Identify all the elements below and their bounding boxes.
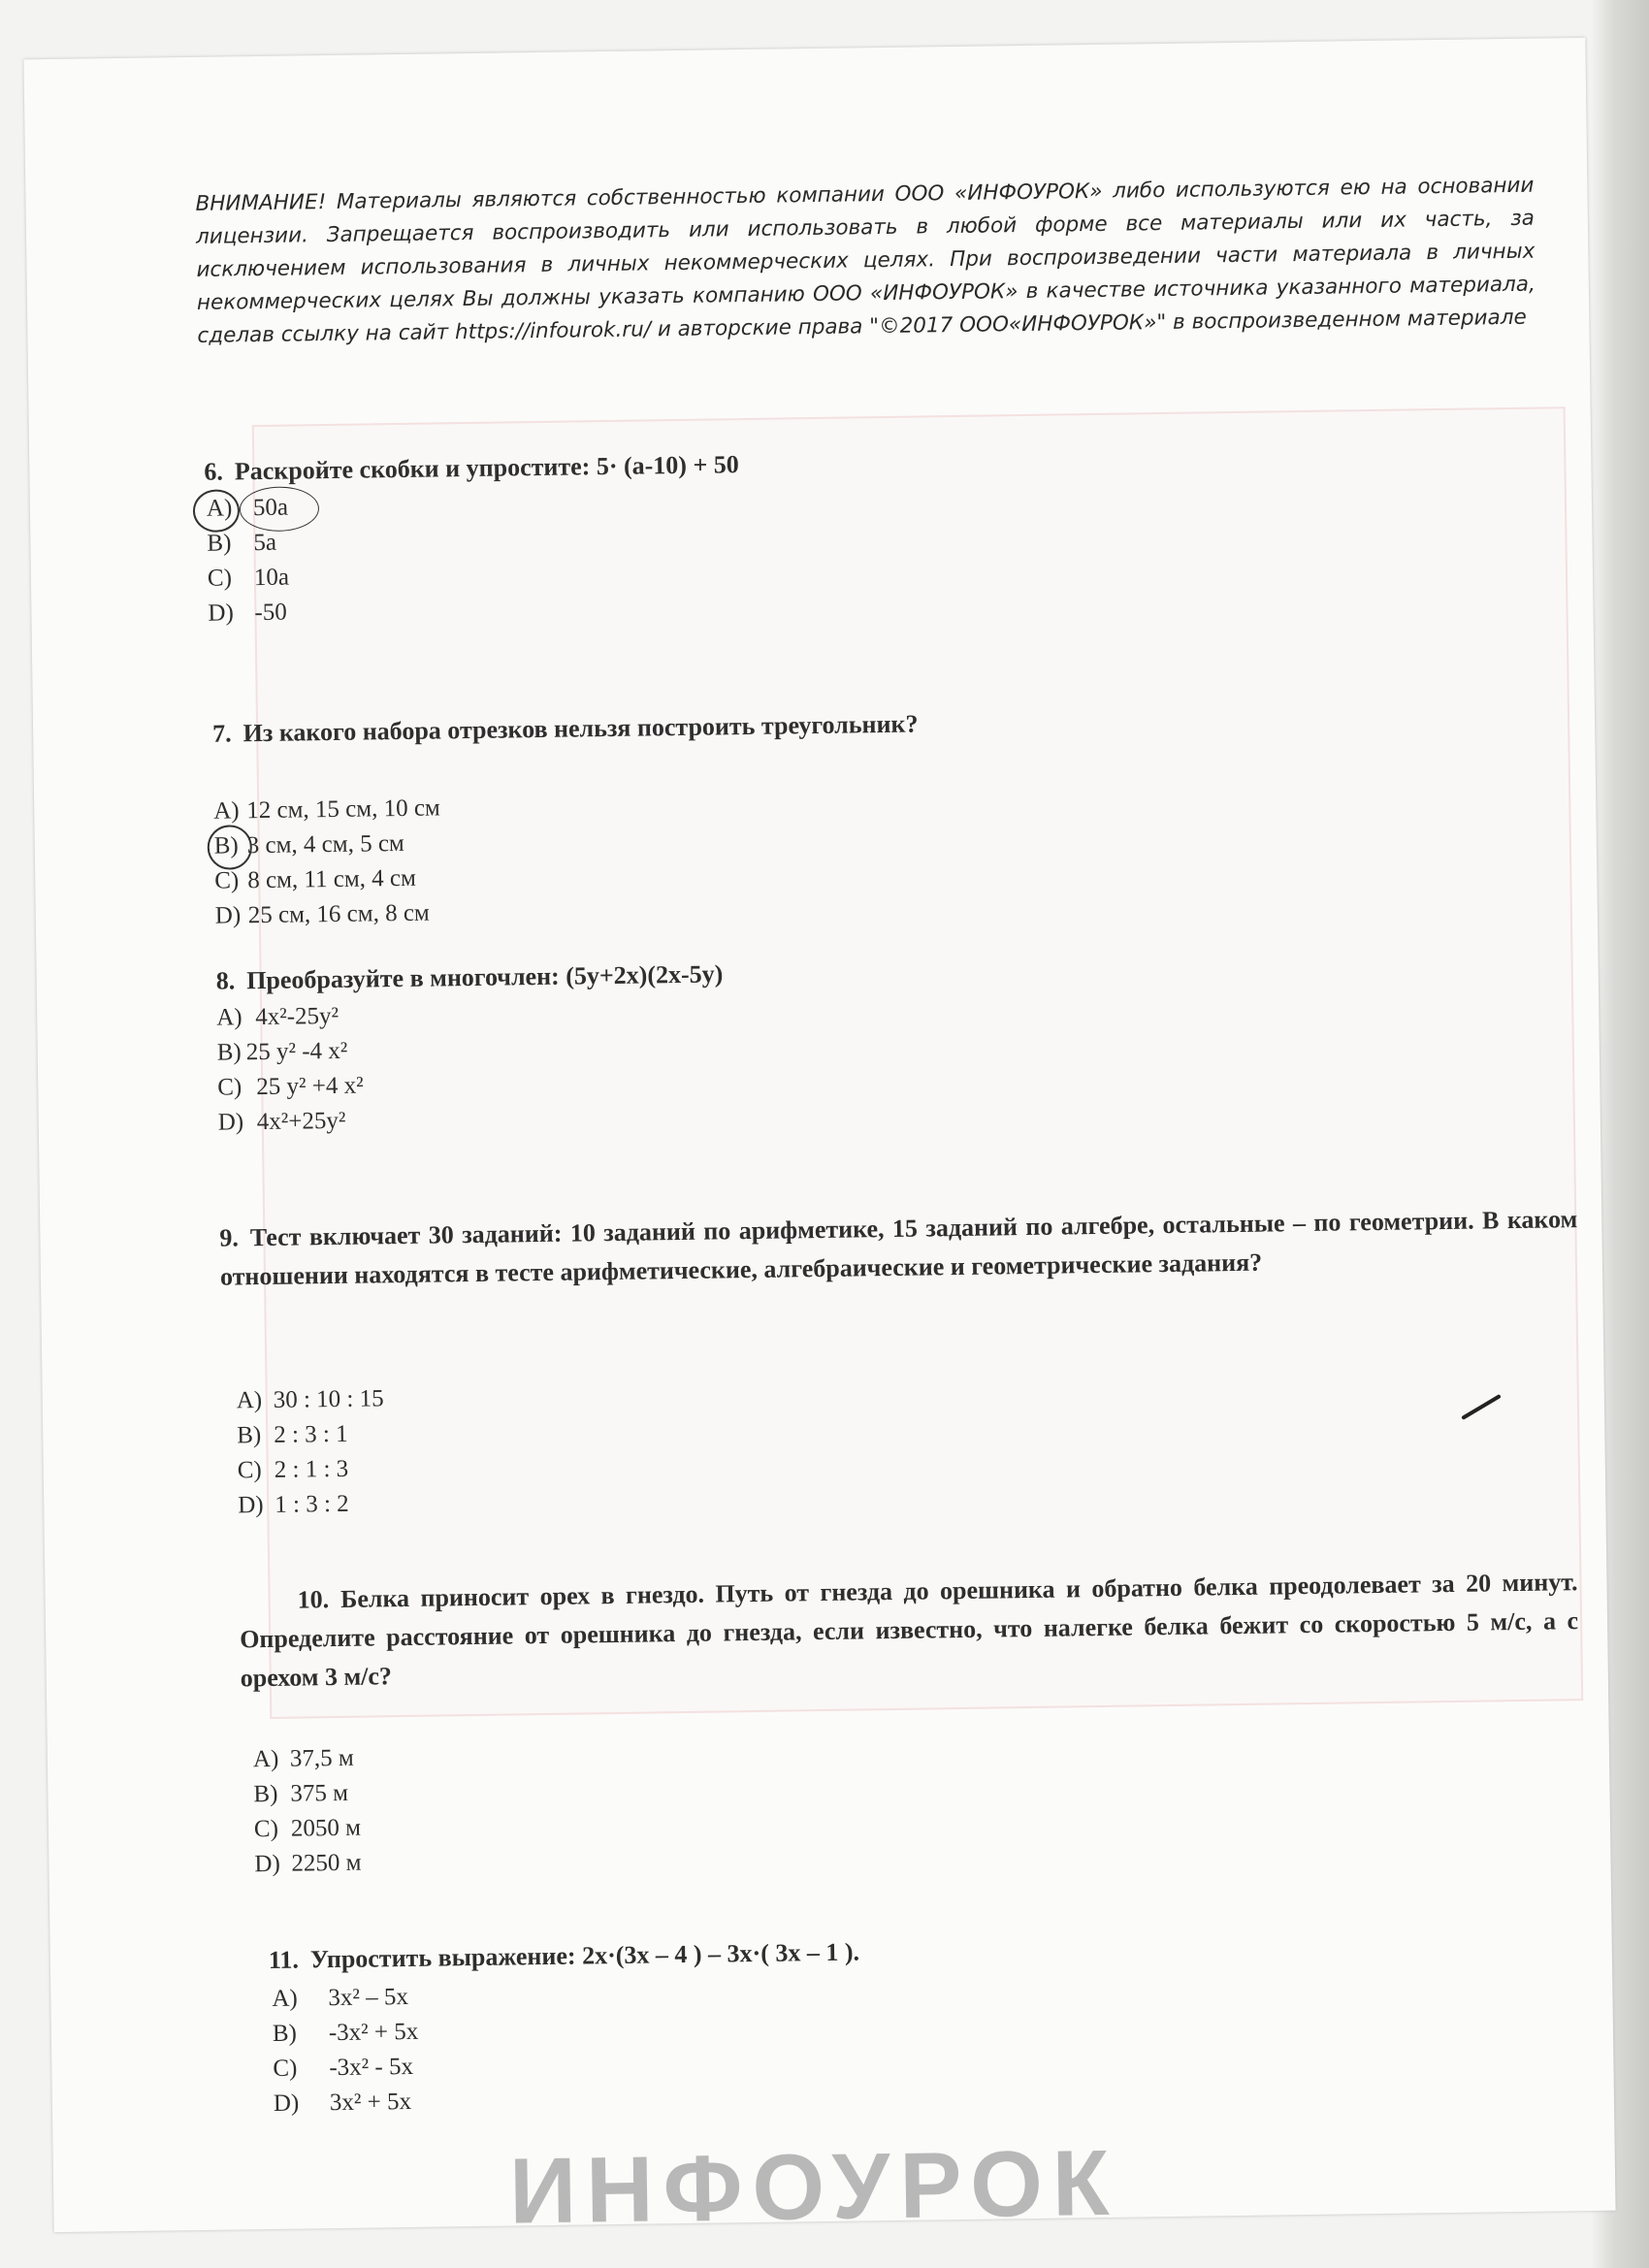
option-label: A) <box>236 1387 263 1414</box>
option-d[interactable] <box>218 1104 365 1141</box>
question-number: 9. <box>219 1223 240 1252</box>
option-label: D) <box>273 2090 300 2117</box>
option-value: 10а <box>253 564 290 592</box>
option-a[interactable] <box>253 1741 361 1778</box>
option-label: A) <box>213 797 240 825</box>
option-label: D) <box>217 1109 244 1136</box>
option-label: D) <box>214 902 242 929</box>
option-label: D) <box>238 1492 264 1519</box>
option-a[interactable] <box>213 791 440 828</box>
option-value: 3x² – 5x <box>328 1984 409 2012</box>
option-label: C) <box>214 867 240 894</box>
option-value: 2 : 3 : 1 <box>274 1420 348 1448</box>
option-c[interactable] <box>217 1069 364 1106</box>
option-value: 2 : 1 : 3 <box>274 1455 349 1483</box>
option-label: C) <box>273 2055 298 2082</box>
bleed-through-logo: ИНФОУРОК <box>508 2130 1120 2244</box>
options-10 <box>253 1741 362 1883</box>
option-value: -3x² - 5x <box>329 2053 414 2082</box>
option-value: 4x²-25y² <box>255 1002 340 1031</box>
question-10 <box>239 1563 1579 1698</box>
option-value: 25 см, 16 см, 8 см <box>247 899 430 929</box>
option-c[interactable] <box>208 561 290 597</box>
question-text: Преобразуйте в многочлен: (5у+2х)(2х-5у) <box>246 959 724 995</box>
option-a[interactable] <box>272 1980 418 2017</box>
option-c[interactable] <box>273 2050 419 2087</box>
question-text: Из какого набора отрезков нельзя построить треугольник? <box>242 709 919 748</box>
question-text: Раскройте скобки и упростите: 5· (а-10) + 50 <box>234 450 739 486</box>
option-value: 3 см, 4 см, 5 см <box>246 829 404 859</box>
option-d[interactable] <box>208 596 290 632</box>
option-label: D) <box>254 1850 281 1878</box>
copyright-notice: ВНИМАНИЕ! Материалы являются собственностью компании ООО «ИНФОУРОК» либо используются ею на основании лицензии. Запрещается воспроизводить или использовать в любой форме все материалы или их часть, за исключением использования в личных некоммерческих целях. При воспроизведении части материала в личных некоммерческих целях Вы должны указать компанию ООО «ИНФОУРОК» в качестве источника указанного материала, сделав ссылку на сайт https://infourok.ru/ и авторские права "©2017 ООО«ИНФОУРОК»" в воспроизведенном материале <box>195 173 1536 348</box>
option-b[interactable] <box>217 1034 364 1071</box>
options-11 <box>272 1980 419 2122</box>
option-label: B) <box>213 832 239 859</box>
option-d[interactable] <box>274 2085 420 2122</box>
option-value: 37,5 м <box>289 1744 354 1772</box>
question-number: 10. <box>297 1585 330 1614</box>
option-label: A) <box>252 1745 279 1773</box>
option-value: 25 y² +4 x² <box>256 1072 364 1101</box>
option-b[interactable] <box>273 2015 419 2052</box>
option-value: 4x²+25y² <box>256 1107 346 1136</box>
option-label: B) <box>253 1780 278 1808</box>
option-value: 375 м <box>290 1779 349 1807</box>
option-label: A) <box>272 1985 298 2012</box>
option-a[interactable] <box>237 1381 384 1418</box>
option-value: 1 : 3 : 2 <box>275 1490 349 1518</box>
option-d[interactable] <box>254 1846 362 1883</box>
option-value: 30 : 10 : 15 <box>273 1385 384 1413</box>
question-text: Тест включает 30 заданий: 10 заданий по арифметике, 15 заданий по алгебре, остальные – по геометрии. В каком отношении находятся в тесте арифметические, алгебраические и геометрические задания? <box>219 1205 1578 1291</box>
option-value: -50 <box>254 599 287 627</box>
question-11 <box>269 1925 1607 1978</box>
option-b[interactable] <box>237 1416 384 1453</box>
option-value: 8 см, 11 см, 4 см <box>247 864 417 894</box>
option-label: A) <box>206 495 233 522</box>
option-d[interactable] <box>238 1486 385 1523</box>
option-c[interactable] <box>254 1811 362 1848</box>
option-value: 12 см, 15 см, 10 см <box>246 794 440 825</box>
option-a[interactable] <box>216 999 363 1036</box>
option-label: B) <box>272 2020 298 2047</box>
option-label: C) <box>207 565 233 592</box>
option-value: 25 y² -4 x² <box>245 1037 348 1066</box>
option-value: -3x² + 5x <box>328 2018 419 2047</box>
option-value: 5а <box>253 529 277 557</box>
question-number: 11. <box>268 1945 300 1975</box>
option-c[interactable] <box>238 1451 385 1488</box>
question-number: 7. <box>211 719 232 748</box>
question-number: 6. <box>204 457 224 486</box>
option-label: C) <box>237 1457 262 1484</box>
option-value: 50а <box>252 494 289 522</box>
option-label: D) <box>208 599 235 627</box>
option-label: B) <box>216 1039 242 1066</box>
answer-sheet-bleed-through <box>252 406 1583 1719</box>
option-c[interactable] <box>214 860 441 898</box>
option-value: 2250 м <box>291 1849 362 1877</box>
option-d[interactable] <box>215 895 442 933</box>
option-label: A) <box>216 1004 242 1031</box>
option-label: C) <box>217 1074 242 1101</box>
option-b[interactable] <box>253 1776 361 1813</box>
options-9 <box>237 1381 386 1523</box>
option-label: B) <box>237 1422 262 1449</box>
option-label: B) <box>207 530 232 557</box>
question-text: Белка приносит орех в гнездо. Путь от гнезда до орешника и обратно белка преодолевает за 20 минут. Определите расстояние от орешника до гнезда, если известно, что налегке белка бежит со скоростью 5 м/с, а с орехом 3 м/с? <box>239 1568 1579 1693</box>
paper-sheet <box>23 38 1615 2244</box>
option-value: 2050 м <box>290 1814 362 1842</box>
question-text: Упростить выражение: 2x·(3x – 4 ) – 3x·( 3x – 1 ). <box>309 1937 860 1974</box>
option-value: 3x² + 5x <box>329 2088 412 2117</box>
options-8 <box>216 999 364 1141</box>
question-number: 8. <box>215 966 236 995</box>
option-label: C) <box>253 1815 279 1843</box>
options-7 <box>213 791 441 933</box>
